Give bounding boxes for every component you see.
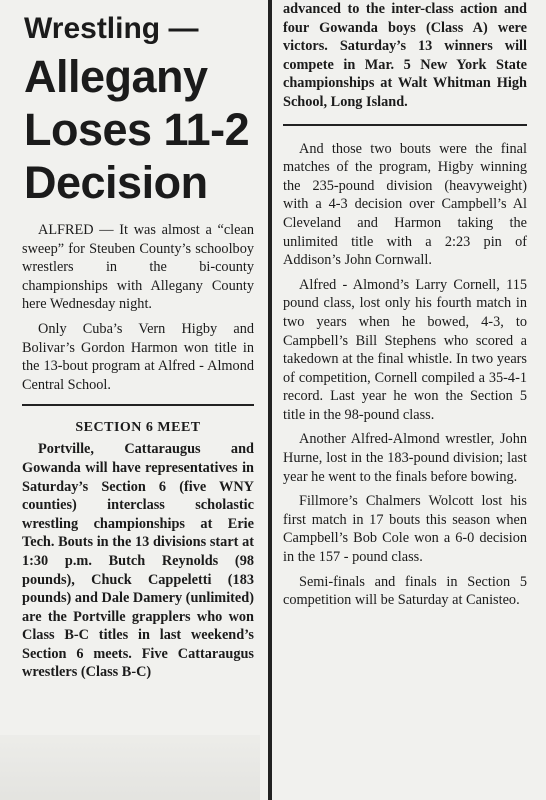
left-column <box>10 14 260 796</box>
section-paragraph: Portville, Cattaraugus and Gowanda will have representatives in Saturday’s Section 6 (five WNY counties) interclass scholastic wrestling championships at Erie Tech. Bouts in the 13 divisions start at 1:30 p.m. Butch Reynolds (98 pounds), Chuck Cappeletti (183 pounds) and Dale Damery (unlimited) are the Portville grapplers who won Class B-C titles in last weekend’s Section 6 meets. Five Cattaraugus wrestlers (Class B-C) <box>22 441 254 681</box>
headline-line: Decision <box>24 157 208 208</box>
right-column <box>283 0 533 796</box>
headline <box>24 51 260 208</box>
article-intro <box>22 221 254 394</box>
headline-line: Allegany <box>24 51 208 102</box>
scan-shading <box>0 735 260 800</box>
article-paragraph: Fillmore’s Chalmers Wolcott lost his first match in 17 bouts this season when Campbell’s Bob Cole won a 6-0 decision in the 157 - pound class. <box>283 493 527 566</box>
article-paragraph: Another Alfred-Almond wrestler, John Hurne, lost in the 183-pound division; last year he went to the finals before bowing. <box>283 431 527 485</box>
article-paragraph: ALFRED — It was almost a “clean sweep” for Steuben County’s schoolboy wrestlers in the bi-county championships with Allegany County here Wednesday night. <box>22 222 254 313</box>
continuation-paragraph: advanced to the inter-class action and four Gowanda boys (Class A) were victors. Saturday’s 13 winners will compete in Mar. 5 New York State championships at Walt Whitman High School, Long Island. <box>283 1 527 110</box>
column-rule <box>268 0 272 800</box>
article-paragraph: Alfred - Almond’s Larry Cornell, 115 pound class, lost only his fourth match in two years when he bowed, 4-3, to Campbell’s Bill Stephens who scored a takedown at the final whistle. In two years of competition, Cornell compiled a 35-4-1 record. Last year he won the Section 5 title in the 98-pound class. <box>283 276 527 423</box>
headline-kicker: Wrestling — <box>24 12 199 45</box>
section-rule <box>283 124 527 126</box>
article-paragraph: Semi-finals and finals in Section 5 competition will be Saturday at Canisteo. <box>283 573 527 609</box>
section-heading: SECTION 6 MEET <box>75 420 201 436</box>
headline-line: Loses 11-2 <box>24 104 250 155</box>
article-paragraph: Only Cuba’s Vern Higby and Bolivar’s Gordon Harmon won title in the 13-bout program at Alfred - Almond Central School. <box>22 320 254 393</box>
article-paragraph: And those two bouts were the final matches of the program, Higby winning the 235-pound division (heavyweight) with a 4-3 decision over Campbell’s Al Cleveland and Harmon taking the unlimited title with a 2:23 pin of Addison’s John Cornwall. <box>283 140 527 269</box>
section-rule <box>22 404 254 406</box>
